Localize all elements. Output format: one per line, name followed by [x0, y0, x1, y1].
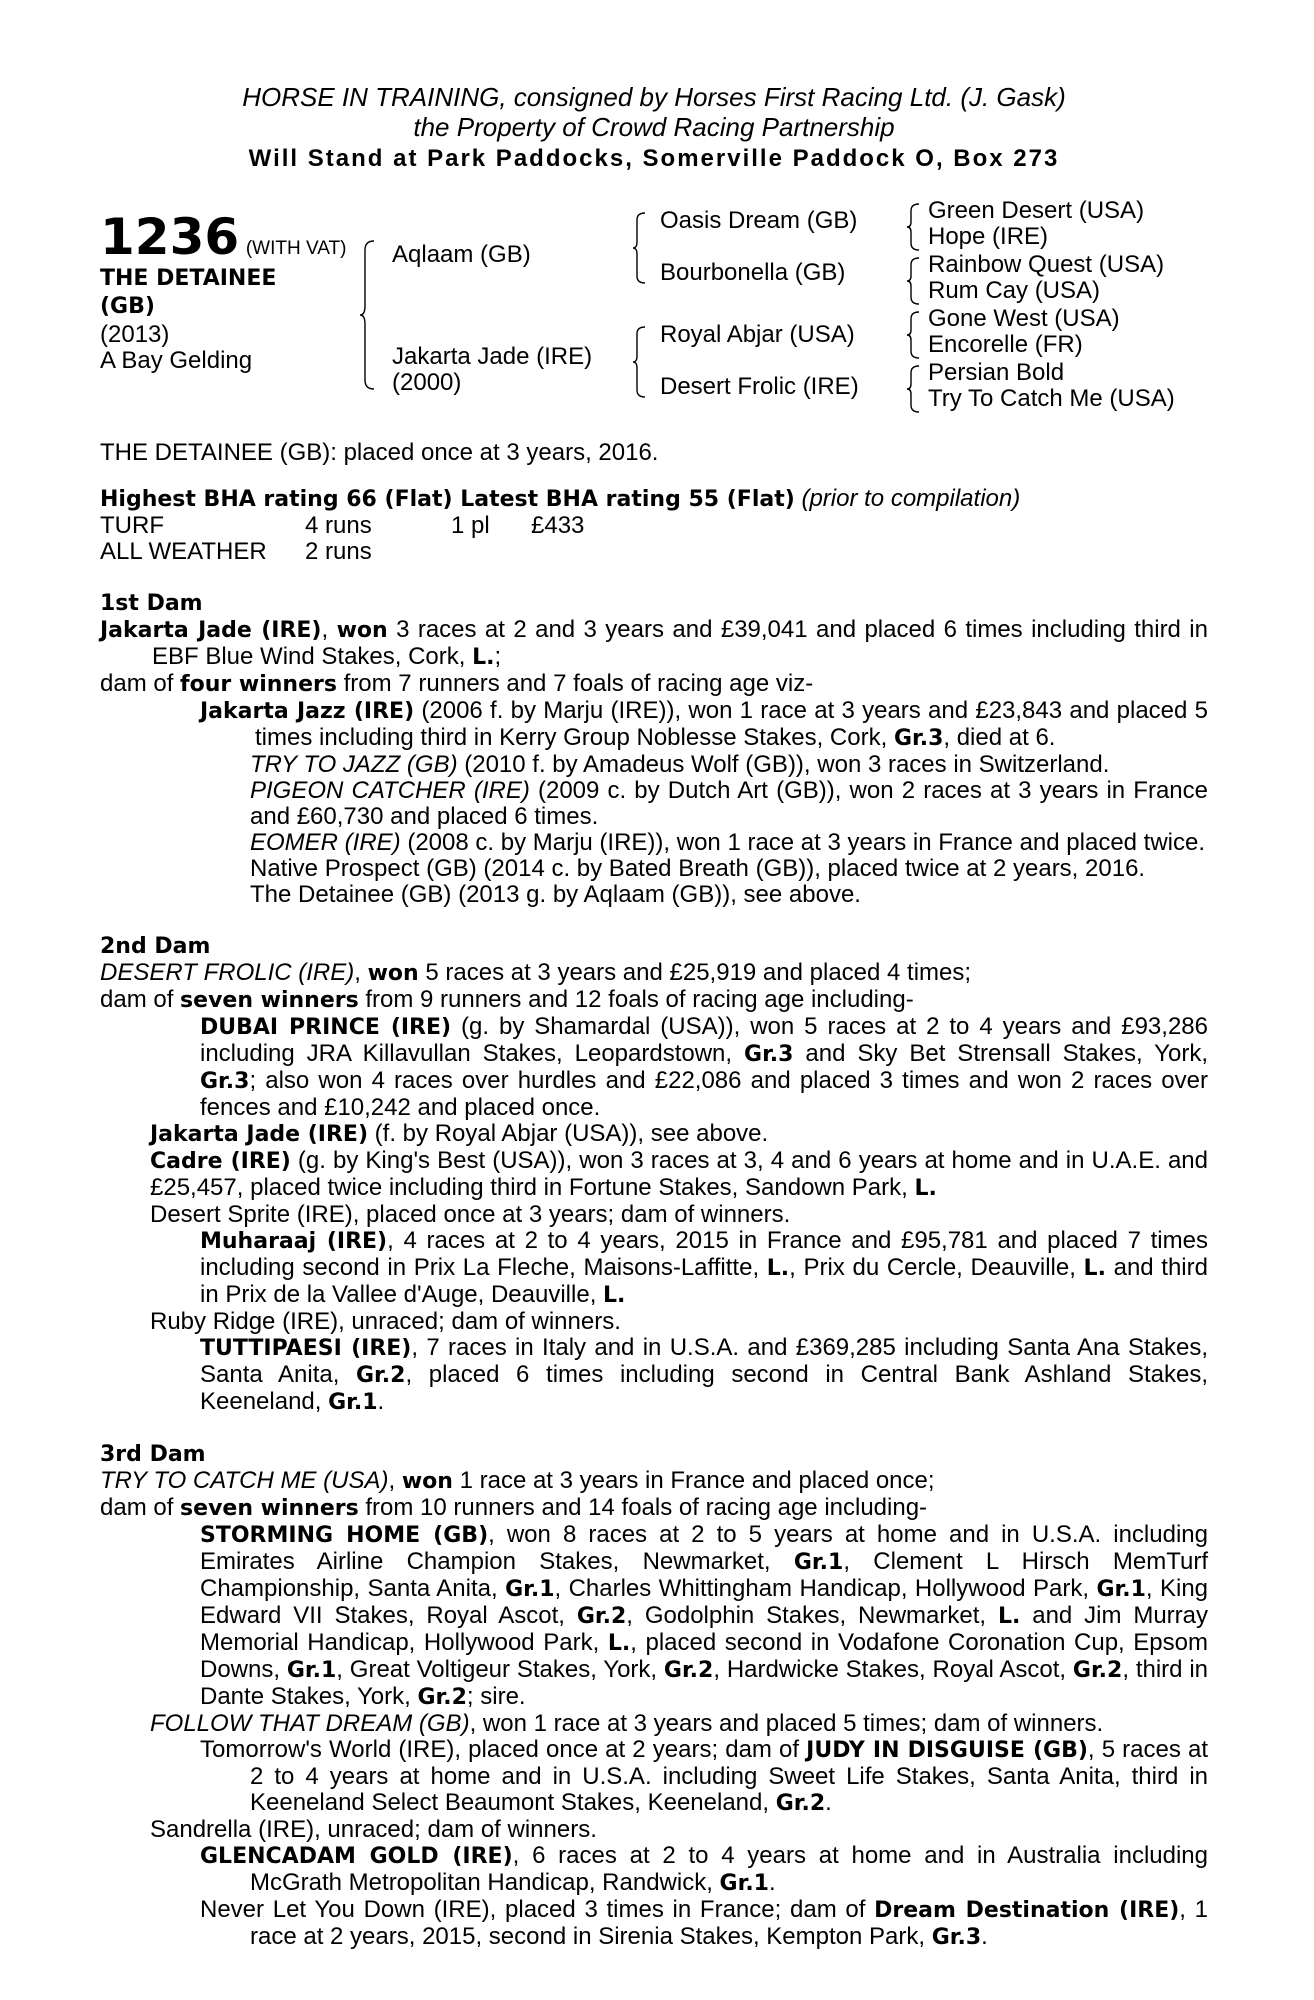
list-item: EOMER (IRE) (2008 c. by Marju (IRE)), won 1 race at 3 years in France and placed twice. — [250, 829, 1206, 856]
pedigree-brace-g2 — [908, 256, 922, 306]
horse-description: A Bay Gelding — [100, 347, 253, 374]
dam-dam: Desert Frolic (IRE) — [660, 373, 859, 400]
list-item: Muharaaj (IRE), 4 races at 2 to 4 years, 2015 in France and £95,781 and placed 7 times including second in Prix La Fleche, Maisons-Laffitte, L., Prix du Cercle, Deauville, L. and third in Prix de la Vallee d'Auge, Deauville, L. — [200, 1227, 1208, 1308]
bha-ratings: Highest BHA rating 66 (Flat) Latest BHA rating 55 (Flat) — [100, 487, 795, 512]
dam-year: (2000) — [392, 369, 462, 396]
sire-dam: Bourbonella (GB) — [660, 259, 846, 286]
pedigree-brace-g3 — [908, 310, 922, 360]
list-item: FOLLOW THAT DREAM (GB), won 1 race at 3 years and placed 5 times; dam of winners. — [150, 1710, 1104, 1737]
first-dam-section — [100, 591, 1208, 908]
catalogue-header — [100, 82, 1208, 174]
sire-name: Aqlaam (GB) — [392, 241, 531, 268]
pedigree-brace-main — [362, 240, 378, 390]
second-dam-section — [100, 934, 1208, 1416]
list-item: DUBAI PRINCE (IRE) (g. by Shamardal (USA)), won 5 races at 2 to 4 years and £93,286 including JRA Killavullan Stakes, Leopardstown, Gr.3 and Sky Bet Strensall Stakes, York, Gr.3; also won 4 races over hurdles and £22,086 and placed 3 times and won 2 races over fences and £10,242 and placed once. — [200, 1013, 1208, 1121]
list-item: TRY TO JAZZ (GB) (2010 f. by Amadeus Wolf (GB)), won 3 races in Switzerland. — [250, 751, 1110, 778]
pedigree-gg7: Persian Bold — [928, 359, 1065, 386]
list-item: Tomorrow's World (IRE), placed once at 2 years; dam of JUDY IN DISGUISE (GB), 5 races at 2 to 4 years at home and in U.S.A. including Sweet Life Stakes, Santa Anita, third in Keeneland Select Beaumont Stakes, Keeneland, Gr.2. — [200, 1736, 1208, 1816]
dam-name: Jakarta Jade (IRE) — [392, 343, 593, 370]
list-item: STORMING HOME (GB), won 8 races at 2 to 5 years at home and in U.S.A. including Emirates Airline Champion Stakes, Newmarket, Gr.1, Clement L Hirsch MemTurf Championship, Santa Anita, Gr.1, Charles Whittingham Handicap, Hollywood Park, Gr.1, King Edward VII Stakes, Royal Ascot, Gr.2, Godolphin Stakes, Newmarket, L. and Jim Murray Memorial Handicap, Hollywood Park, L., placed second in Vodafone Coronation Cup, Epsom Downs, Gr.1, Great Voltigeur Stakes, York, Gr.2, Hardwicke Stakes, Royal Ascot, Gr.2, third in Dante Stakes, York, Gr.2; sire. — [200, 1521, 1209, 1710]
produce-summary: dam of four winners from 7 runners and 7 foals of racing age viz- — [100, 670, 814, 697]
dam-record: DESERT FROLIC (IRE), won 5 races at 3 years and £25,919 and placed 4 times; — [100, 959, 972, 986]
section-heading: 1st Dam — [100, 591, 203, 616]
dam-record: TRY TO CATCH ME (USA), won 1 race at 3 years in France and placed once; — [100, 1467, 935, 1494]
pedigree-gg2: Hope (IRE) — [928, 223, 1049, 250]
pedigree-brace-dam — [634, 326, 648, 398]
list-item: Cadre (IRE) (g. by King's Best (USA)), won 3 races at 3, 4 and 6 years at home and in U.A.E. and £25,457, placed twice including third in Fortune Stakes, Sandown Park, L. — [150, 1147, 1208, 1201]
pedigree-brace-g1 — [908, 202, 922, 252]
performance-table — [100, 513, 584, 565]
pedigree-brace-sire — [634, 212, 648, 284]
pedigree-gg6: Encorelle (FR) — [928, 331, 1083, 358]
list-item: Desert Sprite (IRE), placed once at 3 years; dam of winners. — [150, 1201, 791, 1228]
table-row — [100, 539, 584, 565]
dam-sire: Royal Abjar (USA) — [660, 321, 855, 348]
list-item: Sandrella (IRE), unraced; dam of winners. — [150, 1816, 597, 1843]
third-dam-section — [100, 1442, 1208, 1951]
pedigree-gg4: Rum Cay (USA) — [928, 277, 1101, 304]
aw-runs: 2 runs — [305, 538, 372, 565]
turf-money: £433 — [531, 512, 585, 539]
turf-placed: 1 pl — [451, 512, 490, 539]
list-item: PIGEON CATCHER (IRE) (2009 c. by Dutch Art (GB)), won 2 races at 3 years in France and £60,730 and placed 6 times. — [250, 777, 1208, 830]
pedigree-brace-g4 — [908, 364, 922, 414]
property-line: the Property of Crowd Racing Partnership — [413, 112, 895, 142]
produce-summary: dam of seven winners from 9 runners and 12 foals of racing age including- — [100, 986, 914, 1013]
list-item: Native Prospect (GB) (2014 c. by Bated Breath (GB)), placed twice at 2 years, 2016. — [250, 855, 1146, 882]
list-item: Ruby Ridge (IRE), unraced; dam of winners. — [150, 1308, 621, 1335]
turf-runs: 4 runs — [305, 512, 372, 539]
ratings-note: (prior to compilation) — [801, 485, 1021, 512]
foaled-year: (2013) — [100, 321, 170, 348]
list-item: Jakarta Jade (IRE) (f. by Royal Abjar (USA)), see above. — [150, 1120, 769, 1147]
produce-summary: dam of seven winners from 10 runners and 14 foals of racing age including- — [100, 1494, 928, 1521]
catalogue-page — [100, 82, 1208, 1951]
sire-sire: Oasis Dream (GB) — [660, 207, 858, 234]
pedigree-block — [100, 197, 1208, 472]
ratings-block — [100, 486, 1208, 565]
aw-label: ALL WEATHER — [100, 538, 267, 565]
pedigree-gg8: Try To Catch Me (USA) — [928, 385, 1175, 412]
list-item: The Detainee (GB) (2013 g. by Aqlaam (GB)), see above. — [250, 881, 861, 908]
turf-label: TURF — [100, 512, 164, 539]
lot-number-line — [100, 208, 347, 266]
section-heading: 2nd Dam — [100, 934, 211, 959]
list-item: TUTTIPAESI (IRE), 7 races in Italy and in U.S.A. and £369,285 including Santa Ana Stakes, Santa Anita, Gr.2, placed 6 times including second in Central Bank Ashland Stakes, Keeneland, Gr.1. — [200, 1334, 1209, 1415]
vat-note: (WITH VAT) — [245, 238, 347, 259]
dam-record: Jakarta Jade (IRE), won 3 races at 2 and 3 years and £39,041 and placed 6 times including third in EBF Blue Wind Stakes, Cork, L.; — [100, 616, 1208, 670]
lot-number: 1236 — [100, 208, 240, 266]
consignor-line: HORSE IN TRAINING, consigned by Horses First Racing Ltd. (J. Gask) — [242, 82, 1066, 112]
pedigree-gg3: Rainbow Quest (USA) — [928, 251, 1165, 278]
table-row — [100, 513, 584, 539]
race-summary: THE DETAINEE (GB): placed once at 3 years, 2016. — [100, 439, 659, 466]
stand-line: Will Stand at Park Paddocks, Somerville Paddock O, Box 273 — [248, 145, 1060, 172]
pedigree-gg5: Gone West (USA) — [928, 305, 1120, 332]
list-item: Never Let You Down (IRE), placed 3 times in France; dam of Dream Destination (IRE), 1 race at 2 years, 2015, second in Sirenia Stakes, Kempton Park, Gr.3. — [200, 1896, 1209, 1950]
horse-country: (GB) — [100, 294, 155, 319]
pedigree-gg1: Green Desert (USA) — [928, 197, 1145, 224]
section-heading: 3rd Dam — [100, 1442, 206, 1467]
horse-name: THE DETAINEE — [100, 266, 277, 291]
list-item: Jakarta Jazz (IRE) (2006 f. by Marju (IRE)), won 1 race at 3 years and £23,843 and placed 5 times including third in Kerry Group Noblesse Stakes, Cork, Gr.3, died at 6. — [200, 697, 1208, 751]
list-item: GLENCADAM GOLD (IRE), 6 races at 2 to 4 years at home and in Australia including McGrath Metropolitan Handicap, Randwick, Gr.1. — [200, 1842, 1209, 1896]
